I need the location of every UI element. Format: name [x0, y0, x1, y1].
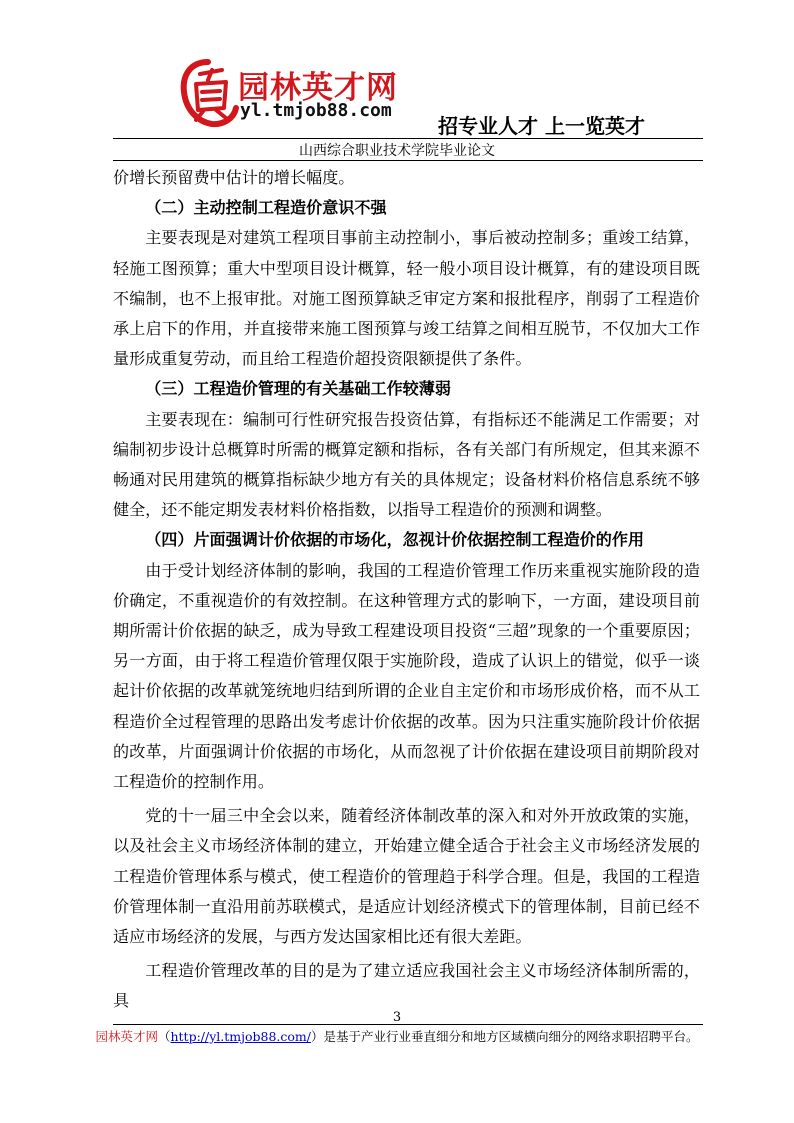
paragraph: 党的十一届三中全会以来，随着经济体制改革的深入和对外开放政策的实施，以及社会主义市场经济体制的建立，开始建立健全适合于社会主义市场经济发展的工程造价管理体系与模式，使工程造价的管理趋于科学合理。但是，我国的工程造价管理体制一直沿用前苏联模式，是适应计划经济模式下的管理体制，目前已经不适应市场经济的发展，与西方发达国家相比还有很大差距。 — [113, 806, 700, 947]
resume-character-logo-icon — [178, 58, 240, 128]
paragraph: 主要表现是对建筑工程项目事前主动控制小，事后被动控制多；重竣工结算，轻施工图预算；重大中型项目设计概算，轻一般小项目设计概算，有的建设项目既不编制，也不上报审批。对施工图预算缺乏审定方案和报批程序，削弱了工程造价承上启下的作用，并直接带来施工图预算与竣工结算之间相互脱节，不仅加大工作量形成重复劳动，而且给工程造价超投资限额提供了条件。 — [113, 228, 700, 369]
section-heading-2: （二）主动控制工程造价意识不强 — [145, 198, 387, 218]
document-body — [113, 163, 700, 1017]
footer-text: 是基于产业行业垂直细分和地方区域横向细分的网络求职招聘平台。 — [323, 1029, 699, 1044]
header-divider-bottom — [113, 160, 703, 161]
header-slogan: 招专业人才 上一览英才 — [438, 114, 645, 138]
page-footer — [0, 1027, 794, 1045]
paragraph: 由于受计划经济体制的影响，我国的工程造价管理工作历来重视实施阶段的造价确定，不重视造价的有效控制。在这种管理方式的影响下，一方面，建设项目前期所需计价依据的缺乏，成为导致工程建设项目投资“三超”现象的一个重要原因；另一方面，由于将工程造价管理仅限于实施阶段，造成了认识上的错觉，似乎一谈起计价依据的改革就笼统地归结到所谓的企业自主定价和市场形成价格，而不从工程造价全过程管理的思路出发考虑计价依据的改革。因为只注重实施阶段计价依据的改革，片面强调计价依据的市场化，从而忽视了计价依据在建设项目前期阶段对工程造价的控制作用。 — [113, 560, 700, 792]
footer-link[interactable]: http://yl.tmjob88.com/ — [170, 1029, 311, 1044]
paragraph: 工程造价管理改革的目的是为了建立适应我国社会主义市场经济体制所需的，具 — [113, 961, 700, 1011]
footer-close-paren: ） — [311, 1029, 324, 1044]
paragraph: 主要表现在：编制可行性研究报告投资估算，有指标还不能满足工作需要；对编制初步设计总概算时所需的概算定额和指标，各有关部门有所规定，但其来源不畅通对民用建筑的概算指标缺少地方有关的具体规定；设备材料价格信息系统不够健全，还不能定期发表材料价格指数，以指导工程造价的预测和调整。 — [113, 409, 700, 520]
footer-brand: 园林英才网 — [95, 1029, 158, 1044]
section-heading-3: （三）工程造价管理的有关基础工作较薄弱 — [145, 379, 451, 399]
footer-divider — [113, 1024, 703, 1025]
logo-url: yl.tmjob88.com — [240, 100, 392, 121]
footer-open-paren: （ — [157, 1029, 171, 1044]
section-heading-4: （四）片面强调计价依据的市场化，忽视计价依据控制工程造价的作用 — [145, 530, 645, 550]
site-logo[interactable] — [178, 58, 398, 130]
paragraph-continuation: 价增长预留费中估计的增长幅度。 — [113, 168, 355, 187]
header-divider-top — [113, 138, 703, 139]
page-number: 3 — [392, 1010, 402, 1025]
logo-name: 园林英才网 — [238, 70, 398, 106]
page-header-title: 山西综合职业技术学院毕业论文 — [299, 143, 495, 159]
